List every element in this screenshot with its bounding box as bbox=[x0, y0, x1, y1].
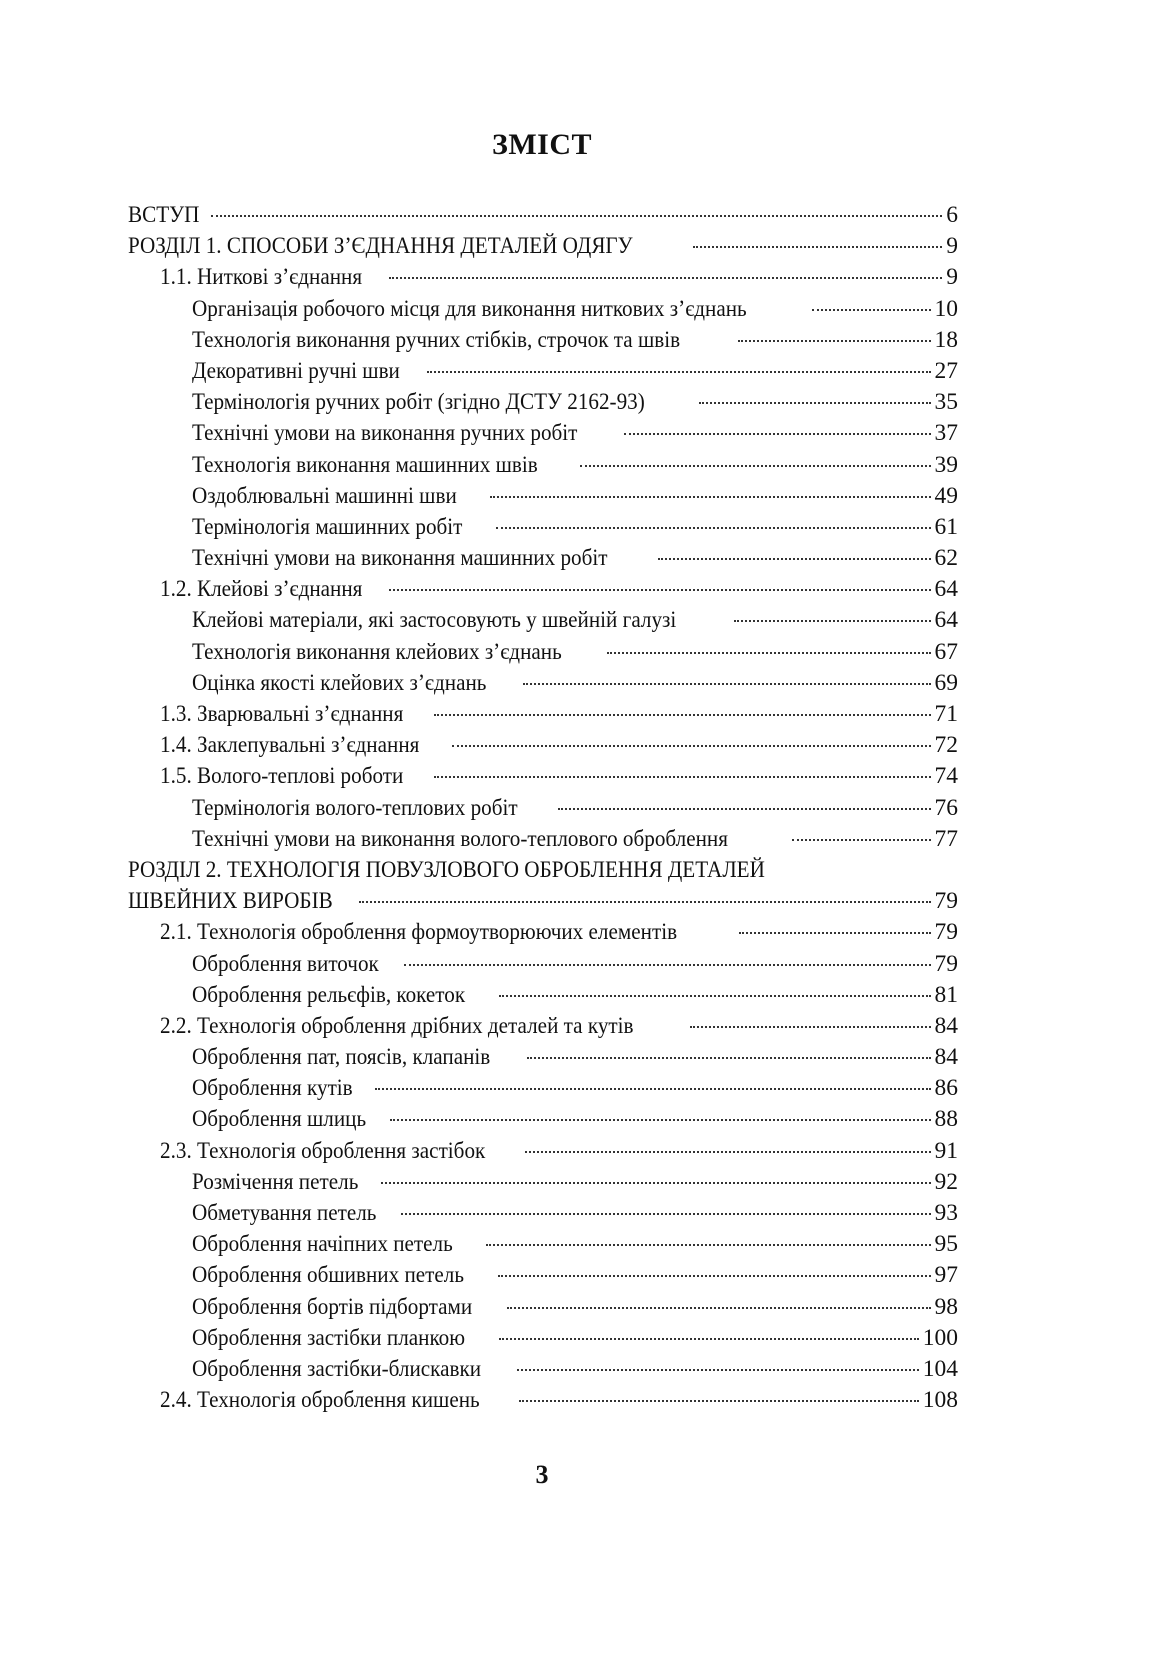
toc-entry-page: 97 bbox=[934, 1262, 958, 1289]
toc-entry-page: 92 bbox=[934, 1168, 958, 1195]
toc-entry[interactable] bbox=[128, 543, 958, 574]
toc-entry[interactable] bbox=[128, 886, 958, 917]
toc-entry[interactable] bbox=[128, 730, 958, 761]
toc-entry-page: 84 bbox=[934, 1012, 958, 1039]
toc-entry-label: 2.3. Технологія оброблення застібок bbox=[160, 1137, 486, 1164]
toc-entry-page: 72 bbox=[934, 732, 958, 759]
toc-entry-label: ШВЕЙНИХ ВИРОБІВ bbox=[128, 888, 333, 915]
toc-entry[interactable] bbox=[128, 387, 958, 418]
toc-entry-page: 108 bbox=[922, 1387, 958, 1414]
toc-entry-page: 49 bbox=[934, 482, 958, 509]
toc-entry-page: 104 bbox=[922, 1355, 958, 1382]
toc-entry[interactable] bbox=[128, 1011, 958, 1042]
toc-entry[interactable] bbox=[128, 1385, 958, 1416]
toc-entry-page: 64 bbox=[934, 607, 958, 634]
toc-entry-label: 1.4. Заклепувальні з’єднання bbox=[160, 732, 420, 759]
dot-leader bbox=[507, 1307, 930, 1309]
dot-leader bbox=[452, 745, 930, 747]
toc-entry[interactable] bbox=[128, 668, 958, 699]
dot-leader bbox=[211, 215, 942, 217]
dot-leader bbox=[427, 371, 931, 373]
toc-entry[interactable] bbox=[128, 917, 958, 948]
toc-entry-page: 93 bbox=[934, 1200, 958, 1226]
toc-entry-page: 79 bbox=[934, 919, 958, 946]
toc-entry-label: Технологія виконання ручних стібків, строчок та швів bbox=[192, 326, 681, 353]
toc-entry-label: Оброблення виточок bbox=[192, 950, 379, 977]
dot-leader bbox=[812, 309, 930, 311]
toc-entry-label: Технологія виконання клейових з’єднань bbox=[192, 638, 562, 665]
dot-leader bbox=[498, 1275, 930, 1277]
toc-entry[interactable] bbox=[128, 574, 958, 605]
toc-entry-label: РОЗДІЛ 1. СПОСОБИ З’ЄДНАННЯ ДЕТАЛЕЙ ОДЯГУ bbox=[128, 233, 633, 260]
dot-leader bbox=[690, 1026, 930, 1028]
toc-entry[interactable] bbox=[128, 231, 958, 262]
dot-leader bbox=[359, 901, 930, 903]
toc-entry-label: Декоративні ручні шви bbox=[192, 357, 400, 384]
toc-entry-label: Оздоблювальні машинні шви bbox=[192, 482, 457, 509]
dot-leader bbox=[734, 620, 930, 622]
toc-entry[interactable] bbox=[128, 1104, 958, 1135]
toc-entry-label: Розмічення петель bbox=[192, 1168, 359, 1195]
toc-entry-page: 79 bbox=[934, 950, 958, 977]
toc-entry[interactable] bbox=[128, 1323, 958, 1354]
page-number: 3 bbox=[535, 1460, 549, 1489]
toc-entry-label: 2.1. Технологія оброблення формоутворюючих елементів bbox=[160, 919, 678, 946]
dot-leader bbox=[390, 1119, 931, 1121]
toc-entry-label: 1.1. Ниткові з’єднання bbox=[160, 264, 363, 291]
toc-entry-page: 84 bbox=[934, 1044, 958, 1071]
toc-entry[interactable] bbox=[128, 980, 958, 1011]
toc-entry-label: Термінологія ручних робіт (згідно ДСТУ 2162-93) bbox=[192, 389, 645, 416]
toc-entry[interactable] bbox=[128, 200, 958, 231]
toc-entry-page: 35 bbox=[934, 389, 958, 416]
dot-leader bbox=[523, 683, 930, 685]
toc-entry-label: Клейові матеріали, які застосовують у швейній галузі bbox=[192, 607, 677, 634]
toc-entry-page: 79 bbox=[934, 888, 958, 915]
toc-entry-label: Обметування петель bbox=[192, 1200, 377, 1226]
toc-entry-page: 61 bbox=[934, 513, 958, 540]
toc-entry[interactable] bbox=[128, 481, 958, 512]
dot-leader bbox=[434, 776, 930, 778]
dot-leader bbox=[389, 589, 931, 591]
toc-entry-page: 95 bbox=[934, 1231, 958, 1258]
toc-entry-label: Оброблення бортів підбортами bbox=[192, 1293, 473, 1320]
toc-entry-page: 39 bbox=[934, 451, 958, 478]
toc-entry[interactable] bbox=[128, 325, 958, 356]
dot-leader bbox=[693, 246, 943, 248]
toc-entry[interactable] bbox=[128, 1136, 958, 1167]
toc-entry[interactable] bbox=[128, 1073, 958, 1104]
toc-entry-label: Оброблення начіпних петель bbox=[192, 1231, 453, 1258]
toc-entry[interactable] bbox=[128, 294, 958, 325]
dot-leader bbox=[486, 1244, 931, 1246]
toc-entry[interactable] bbox=[128, 1292, 958, 1323]
toc-entry[interactable] bbox=[128, 512, 958, 543]
toc-entry-page: 74 bbox=[934, 763, 958, 790]
toc-entry[interactable] bbox=[128, 855, 958, 886]
toc-entry[interactable] bbox=[128, 793, 958, 824]
toc-entry-page: 100 bbox=[922, 1324, 958, 1351]
toc-entry-page: 81 bbox=[934, 981, 958, 1008]
toc-entry-page: 67 bbox=[934, 638, 958, 665]
toc-entry-page: 88 bbox=[934, 1106, 958, 1133]
toc-entry-page: 37 bbox=[934, 420, 958, 447]
dot-leader bbox=[558, 808, 931, 810]
toc-entry[interactable] bbox=[128, 949, 958, 980]
toc-entry[interactable] bbox=[128, 450, 958, 481]
dot-leader bbox=[527, 1057, 930, 1059]
toc-entry[interactable] bbox=[128, 1198, 958, 1229]
toc-entry-label: ВСТУП bbox=[128, 202, 200, 228]
toc-entry[interactable] bbox=[128, 1229, 958, 1260]
toc-entry-label: Організація робочого місця для виконання ниткових з’єднань bbox=[192, 295, 747, 322]
dot-leader bbox=[525, 1151, 930, 1153]
toc-entry-label: Оброблення рельєфів, кокеток bbox=[192, 981, 466, 1008]
dot-leader bbox=[658, 558, 931, 560]
dot-leader bbox=[738, 340, 930, 342]
toc-entry-label: Термінологія волого-теплових робіт bbox=[192, 794, 518, 821]
dot-leader bbox=[519, 1400, 919, 1402]
dot-leader bbox=[404, 964, 931, 966]
toc-entry[interactable] bbox=[128, 356, 958, 387]
toc-entry-page: 91 bbox=[934, 1137, 958, 1164]
toc-entry-page: 6 bbox=[946, 202, 958, 228]
dot-leader bbox=[434, 714, 930, 716]
toc-entry-page: 27 bbox=[934, 357, 958, 384]
toc-entry[interactable] bbox=[128, 1354, 958, 1385]
toc-entry[interactable] bbox=[128, 1260, 958, 1291]
toc-entry-page: 77 bbox=[934, 825, 958, 852]
toc-entry-label: 1.3. Зварювальні з’єднання bbox=[160, 701, 404, 727]
toc-entry[interactable] bbox=[128, 262, 958, 293]
toc-entry[interactable] bbox=[128, 605, 958, 636]
dot-leader bbox=[389, 277, 943, 279]
toc-entry-page: 10 bbox=[934, 295, 958, 322]
toc-entry-label: Оброблення пат, поясів, клапанів bbox=[192, 1044, 491, 1071]
dot-leader bbox=[624, 433, 930, 435]
toc-entry-page: 71 bbox=[934, 701, 958, 727]
toc-entry-label: 2.2. Технологія оброблення дрібних деталей та кутів bbox=[160, 1012, 634, 1039]
toc-entry-page: 69 bbox=[934, 669, 958, 696]
table-of-contents bbox=[128, 200, 958, 1416]
toc-entry-label: РОЗДІЛ 2. ТЕХНОЛОГІЯ ПОВУЗЛОВОГО ОБРОБЛЕННЯ ДЕТАЛЕЙ bbox=[128, 856, 765, 883]
dot-leader bbox=[375, 1088, 931, 1090]
dot-leader bbox=[739, 932, 931, 934]
toc-entry-label: Оброблення кутів bbox=[192, 1075, 353, 1102]
dot-leader bbox=[381, 1182, 931, 1184]
dot-leader bbox=[490, 496, 930, 498]
dot-leader bbox=[517, 1369, 919, 1371]
toc-entry[interactable] bbox=[128, 637, 958, 668]
toc-entry-page: 86 bbox=[934, 1075, 958, 1102]
toc-entry-label: Технічні умови на виконання машинних робіт bbox=[192, 545, 608, 572]
toc-entry-label: Оцінка якості клейових з’єднань bbox=[192, 669, 487, 696]
toc-entry-label: Технічні умови на виконання волого-теплового оброблення bbox=[192, 825, 728, 852]
toc-entry-label: Оброблення застібки планкою bbox=[192, 1324, 466, 1351]
toc-entry[interactable] bbox=[128, 418, 958, 449]
toc-entry-label: Технологія виконання машинних швів bbox=[192, 451, 538, 478]
dot-leader bbox=[792, 839, 931, 841]
toc-entry-label: Оброблення шлиць bbox=[192, 1106, 367, 1133]
toc-entry-page: 98 bbox=[934, 1293, 958, 1320]
dot-leader bbox=[496, 527, 930, 529]
toc-entry-page: 18 bbox=[934, 326, 958, 353]
toc-entry-page: 62 bbox=[934, 545, 958, 572]
dot-leader bbox=[699, 402, 930, 404]
toc-entry[interactable] bbox=[128, 699, 958, 730]
toc-entry[interactable] bbox=[128, 824, 958, 855]
toc-entry-label: 2.4. Технологія оброблення кишень bbox=[160, 1387, 480, 1414]
toc-entry-label: 1.2. Клейові з’єднання bbox=[160, 576, 363, 603]
toc-entry[interactable] bbox=[128, 1167, 958, 1198]
toc-entry-page: 76 bbox=[934, 794, 958, 821]
toc-entry-label: Оброблення обшивних петель bbox=[192, 1262, 464, 1289]
dot-leader bbox=[499, 995, 930, 997]
toc-entry-page: 9 bbox=[946, 264, 958, 291]
toc-entry-label: 1.5. Волого-теплові роботи bbox=[160, 763, 404, 790]
toc-entry-page: 9 bbox=[946, 233, 958, 260]
page-title: ЗМІСТ bbox=[492, 128, 592, 161]
dot-leader bbox=[607, 652, 931, 654]
dot-leader bbox=[499, 1338, 918, 1340]
toc-entry-page: 64 bbox=[934, 576, 958, 603]
toc-entry[interactable] bbox=[128, 1042, 958, 1073]
toc-entry-label: Технічні умови на виконання ручних робіт bbox=[192, 420, 578, 447]
dot-leader bbox=[580, 465, 930, 467]
toc-entry[interactable] bbox=[128, 761, 958, 792]
toc-entry-label: Термінологія машинних робіт bbox=[192, 513, 463, 540]
dot-leader bbox=[401, 1213, 931, 1215]
toc-entry-label: Оброблення застібки-блискавки bbox=[192, 1355, 482, 1382]
